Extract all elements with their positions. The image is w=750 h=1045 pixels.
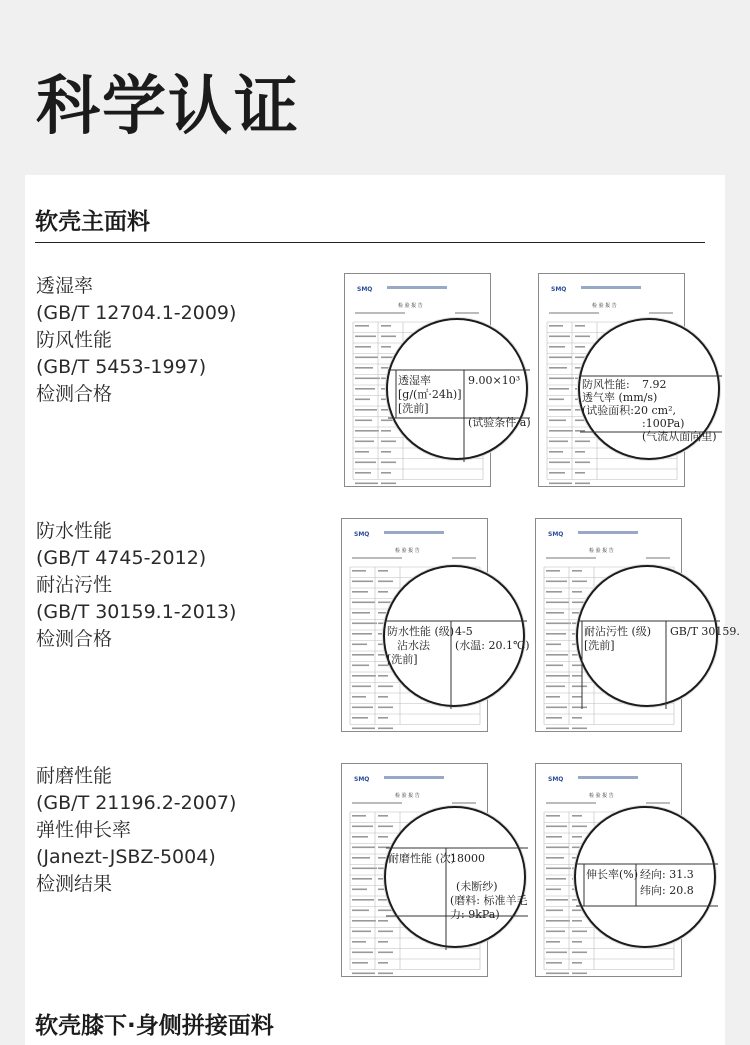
cert-line: (GB/T 4745-2012)	[36, 547, 207, 569]
cert-line: 防水性能	[36, 520, 113, 542]
report-brand: SMQ	[551, 286, 567, 293]
zoom-value-3: (磨料: 标准羊毛	[450, 894, 528, 907]
report-brand: SMQ	[354, 776, 370, 783]
cert-text-block-1	[36, 273, 236, 408]
zoom-label-2: 沾水法	[397, 639, 430, 652]
report-heading: 检 验 报 告	[398, 303, 423, 309]
zoom-label-3: [洗前]	[387, 653, 418, 666]
cert-line: 弹性伸长率	[36, 819, 132, 841]
zoom-magnifier	[384, 806, 526, 948]
zoom-label-1: 防水性能 (级)	[387, 625, 455, 638]
report-heading: 检 验 报 告	[589, 548, 614, 554]
cert-line: 透湿率	[36, 275, 94, 297]
test-report-image	[341, 518, 530, 732]
report-heading: 检 验 报 告	[592, 303, 617, 309]
zoom-magnifier	[576, 565, 740, 707]
zoom-magnifier	[383, 565, 530, 707]
report-brand: SMQ	[548, 531, 564, 538]
zoom-magnifier	[578, 318, 720, 460]
zoom-grid	[386, 808, 528, 950]
zoom-value-2: (未断纱)	[456, 880, 498, 893]
zoom-value-4: 力: 9kPa)	[450, 908, 500, 921]
cert-line: 防风性能	[36, 329, 113, 351]
test-report-image	[341, 763, 528, 977]
cert-text-block-3	[36, 763, 236, 898]
zoom-value-2: (试验面积:20 cm²,	[582, 404, 676, 417]
report-brand: SMQ	[354, 531, 370, 538]
cert-line: 检测合格	[36, 383, 113, 405]
zoom-value-2: (水温: 20.1℃)	[455, 639, 530, 652]
cert-line: (Janezt-JSBZ-5004)	[36, 846, 216, 868]
certification-card	[25, 175, 740, 1045]
cert-line: (GB/T 12704.1-2009)	[36, 302, 237, 324]
next-section-title: 软壳膝下·身侧拼接面料	[35, 1013, 274, 1039]
report-heading: 检 验 报 告	[395, 548, 420, 554]
cert-line: (GB/T 30159.1-2013)	[36, 601, 237, 623]
cert-line: 耐沾污性	[36, 574, 113, 596]
zoom-value-1: 经向: 31.3	[640, 868, 694, 881]
zoom-value-2: 纬向: 20.8	[640, 884, 694, 897]
cert-line: (GB/T 5453-1997)	[36, 356, 207, 378]
zoom-label-3: [洗前]	[398, 402, 429, 415]
cert-line: 检测结果	[36, 873, 113, 895]
zoom-value-2: (试验条件 a)	[468, 416, 531, 429]
zoom-value-1: 9.00×10³	[468, 374, 521, 387]
report-brand: SMQ	[548, 776, 564, 783]
zoom-label-2: [洗前]	[584, 639, 615, 652]
test-report-image	[344, 273, 531, 487]
cert-line: 检测合格	[36, 628, 113, 650]
report-heading: 检 验 报 告	[589, 793, 614, 799]
zoom-label-1: 耐磨性能 (次)	[388, 852, 456, 865]
zoom-value-1: GB/T 30159.	[670, 625, 740, 638]
zoom-value-1: 18000	[450, 852, 485, 865]
zoom-label-1: 伸长率(%)	[586, 868, 639, 881]
cert-line: (GB/T 21196.2-2007)	[36, 792, 237, 814]
cert-text-block-2	[36, 518, 236, 653]
test-report-image	[535, 763, 694, 977]
section-divider	[35, 242, 705, 243]
zoom-label-2: 透气率 (mm/s)	[582, 391, 658, 404]
zoom-magnifier	[386, 318, 531, 460]
zoom-label-1: 透湿率	[398, 374, 431, 387]
zoom-label-1: 防风性能:	[582, 378, 630, 391]
zoom-label-1: 耐沾污性 (级)	[584, 625, 652, 638]
test-report-image	[538, 273, 717, 487]
cert-line: 耐磨性能	[36, 765, 113, 787]
zoom-value-3: :100Pa)	[642, 417, 685, 430]
report-brand: SMQ	[357, 286, 373, 293]
page-title: 科学认证	[36, 70, 300, 144]
test-report-image	[535, 518, 740, 732]
zoom-value-1: 7.92	[642, 378, 667, 391]
section-title: 软壳主面料	[35, 209, 150, 235]
zoom-value-1: 4-5	[455, 625, 473, 638]
report-heading: 检 验 报 告	[395, 793, 420, 799]
zoom-label-2: [g/(㎡·24h)]	[398, 388, 462, 401]
zoom-value-4: (气流从面向里)	[642, 430, 717, 443]
zoom-magnifier	[574, 806, 716, 948]
